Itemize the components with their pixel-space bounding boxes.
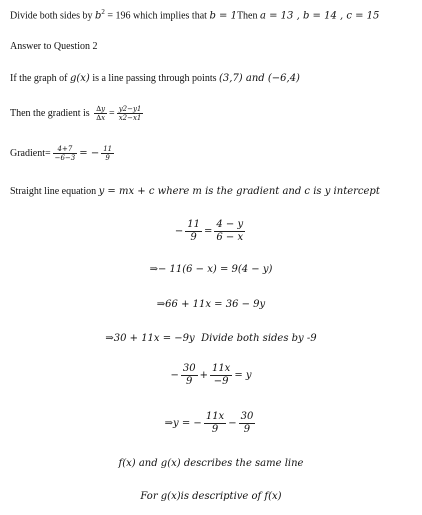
result-num: 11 xyxy=(103,145,113,154)
equation-1 xyxy=(0,218,422,246)
text-straight-prefix: Straight line equation xyxy=(10,186,99,197)
eq1-den2: 6 − x xyxy=(216,232,244,243)
text-equals-196: = 196 which implies that xyxy=(104,10,210,22)
answer-heading: Answer to Question 2 xyxy=(10,41,98,52)
x-diff: x2−x1 xyxy=(118,114,142,123)
eq6-minus: − xyxy=(228,418,237,429)
var-b: b xyxy=(95,10,102,22)
fraction-gradient-calc xyxy=(53,145,78,162)
delta-y: ∆y xyxy=(96,105,106,114)
text-gradient-prefix: Then the gradient is xyxy=(10,108,93,119)
equals-neg: = − xyxy=(79,148,100,159)
exponent-2: 2 xyxy=(101,8,105,16)
eq6-frac-left xyxy=(204,411,226,436)
equation-2: ⇒− 11(6 − x) = 9(4 − y) xyxy=(149,264,273,275)
statement-same-line: f(x) and g(x) describes the same line xyxy=(118,458,304,469)
fraction-delta xyxy=(94,105,107,122)
eq6-frac-right xyxy=(239,411,256,436)
gradient-label: Gradient= xyxy=(10,148,51,159)
equation-line-b xyxy=(10,6,379,22)
eq1-num2: 4 − y xyxy=(216,219,244,230)
text-straight-suffix: where m is the gradient and c is y intercept xyxy=(154,186,380,197)
equation-5 xyxy=(0,362,422,390)
eq5-num1: 30 xyxy=(182,363,196,374)
equation-3: ⇒66 + 11x = 36 − 9y xyxy=(156,299,266,310)
line-equation: y = mx + c xyxy=(98,186,155,197)
eq6-pre: ⇒y = − xyxy=(164,418,202,429)
straight-line-statement xyxy=(10,185,380,198)
delta-x: ∆x xyxy=(96,114,106,123)
eq5-den1: 9 xyxy=(186,376,193,387)
eq1-frac-right xyxy=(214,219,245,244)
eq4-note: Divide both sides by -9 xyxy=(201,333,317,344)
calc-num: 4+7 xyxy=(53,145,78,154)
eq5-frac-right xyxy=(210,363,232,388)
points: (3,7) and (−6,4) xyxy=(219,73,300,84)
eq5-plus: + xyxy=(199,370,208,381)
calc-den: −6−3 xyxy=(54,154,76,163)
abc-values: a = 13 , b = 14 , c = 15 xyxy=(259,10,380,22)
eq6-num2: 30 xyxy=(240,411,254,422)
gradient-formula: Then the gradient is $\frac{\Delta y}{\Delta x}$ = $\frac{y2-y1}{x2-x1}$ xyxy=(10,105,142,123)
text-divide-prefix: Divide both sides by xyxy=(10,10,95,22)
text-then: Then xyxy=(236,10,260,22)
eq6-num1: 11x xyxy=(205,411,225,422)
fraction-points xyxy=(117,105,144,122)
y-diff: y2−y1 xyxy=(118,105,142,114)
eq6-den2: 9 xyxy=(243,424,251,435)
eq5-frac-left xyxy=(181,363,198,388)
eq1-neg: − xyxy=(174,226,184,237)
text-graph-mid: is a line passing through points xyxy=(89,73,219,84)
eq5-den2: −9 xyxy=(213,376,229,387)
statement-descriptive: For g(x)is descriptive of f(x) xyxy=(140,491,282,502)
eq4-main: ⇒30 + 11x = −9y xyxy=(105,333,195,344)
equation-6 xyxy=(0,410,422,438)
text-graph-prefix: If the graph of xyxy=(10,73,70,84)
func-g: g(x) xyxy=(69,73,90,84)
result-den: 9 xyxy=(105,154,110,163)
eq1-num1: 11 xyxy=(187,219,200,230)
b-result: b = 1 xyxy=(209,10,237,22)
eq1-den1: 9 xyxy=(190,232,197,243)
eq5-neg: − xyxy=(170,370,179,381)
eq6-den1: 9 xyxy=(211,424,219,435)
eq5-num2: 11x xyxy=(211,363,231,374)
fraction-gradient-result xyxy=(101,145,114,162)
eq5-eq: = y xyxy=(234,370,252,381)
eq1-eq: = xyxy=(203,226,213,237)
equation-4 xyxy=(0,332,422,345)
eq1-frac-left xyxy=(185,219,202,244)
gradient-calculation xyxy=(10,143,116,165)
graph-statement xyxy=(10,72,300,85)
